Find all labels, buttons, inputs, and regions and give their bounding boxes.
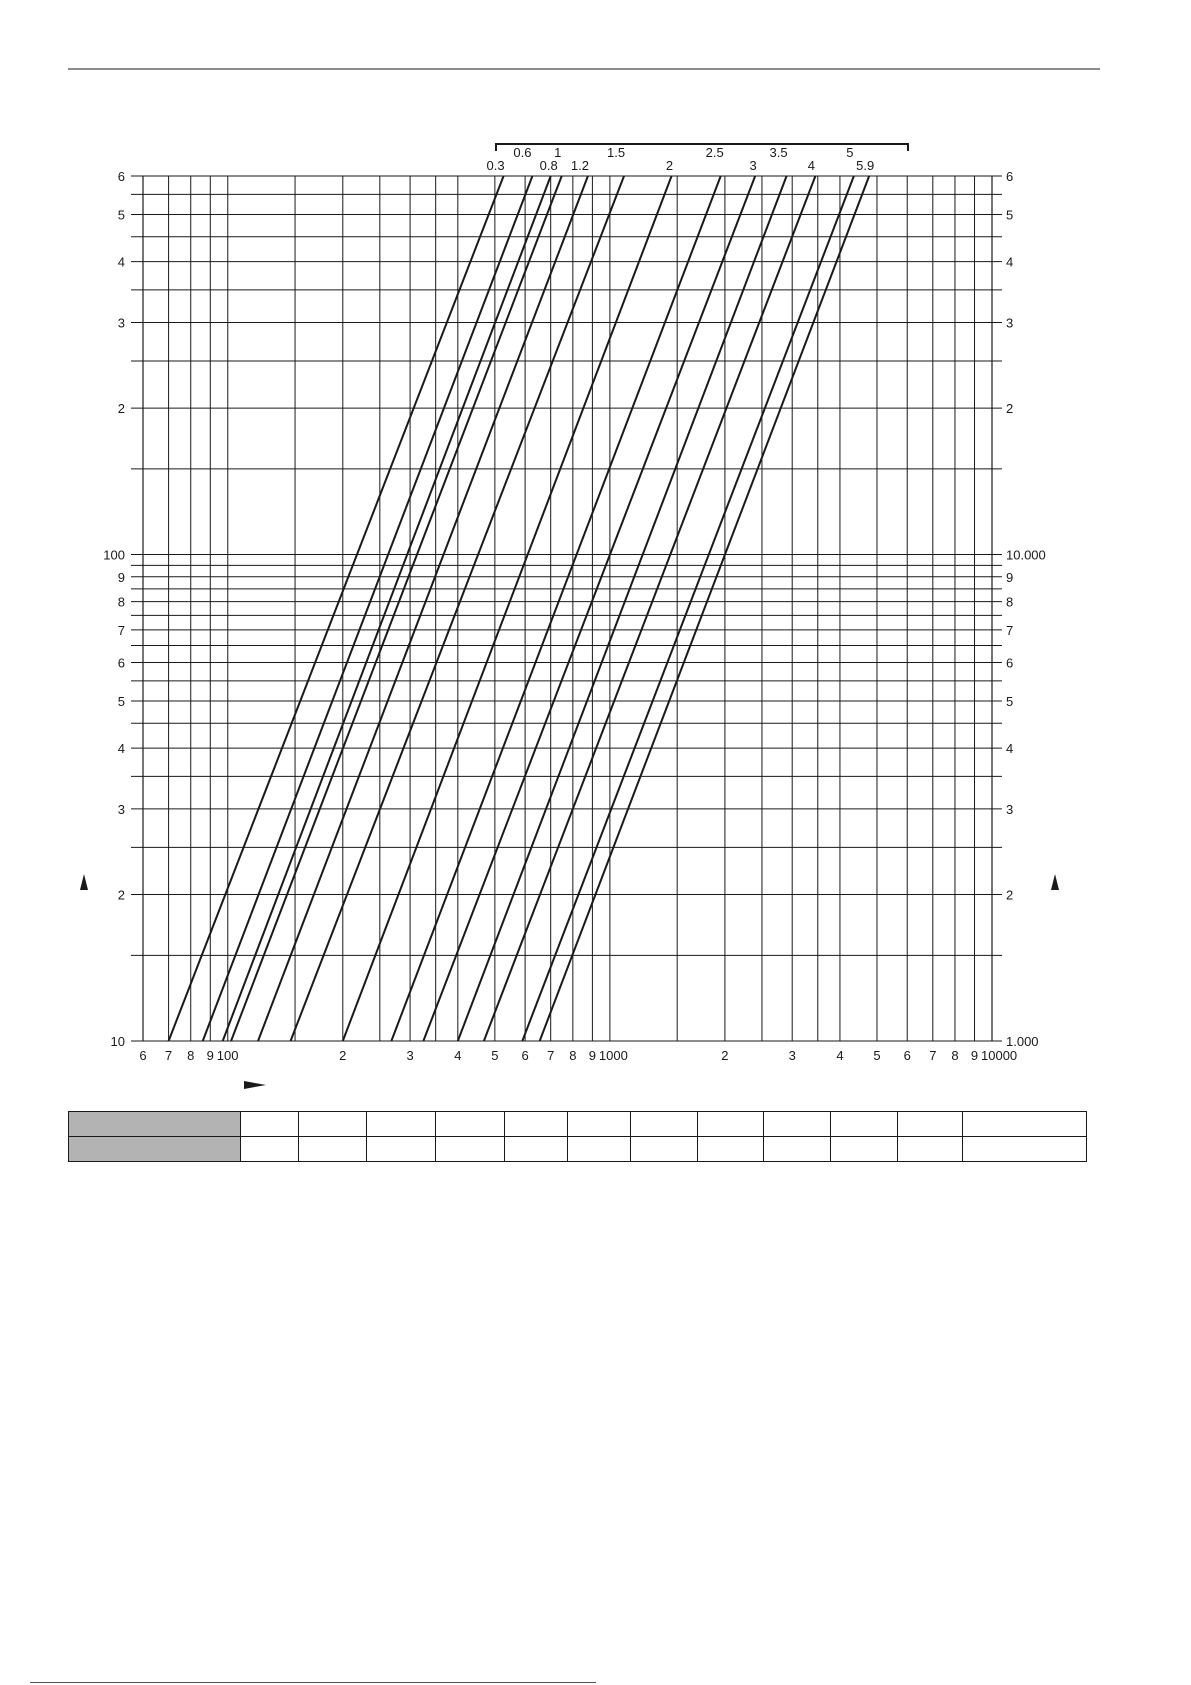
y-tick-label-left: 3: [117, 801, 125, 817]
table-cell: [367, 1137, 436, 1162]
series-label: 5.9: [856, 158, 875, 173]
y-tick-label-right: 4: [1006, 741, 1014, 757]
y-tick-label-left: 4: [117, 254, 125, 270]
y-tick-label-right: 3: [1006, 801, 1014, 817]
table-cell: [897, 1112, 963, 1137]
series-label: 1: [554, 145, 562, 160]
table-row: [69, 1112, 1087, 1137]
y-tick-label-right: 6: [1006, 655, 1014, 671]
x-tick-label: 8: [951, 1048, 959, 1063]
x-axis-arrow-icon: [244, 1081, 266, 1089]
y-tick-labels-right: [1006, 169, 1046, 1049]
x-tick-label: 6: [139, 1048, 147, 1063]
y-tick-label-right: 4: [1006, 254, 1014, 270]
table-cell: [568, 1137, 630, 1162]
series-line: [484, 176, 816, 1041]
table-cell: [241, 1112, 298, 1137]
y-tick-label-left: 10: [110, 1034, 125, 1049]
grid-lines: [131, 176, 1002, 1041]
table-cell: [504, 1137, 567, 1162]
table-header-cell: [69, 1112, 241, 1137]
table-cell: [963, 1137, 1087, 1162]
y-tick-label-left: 3: [117, 315, 125, 331]
y-tick-labels-left: [103, 169, 125, 1049]
y-tick-label-left: 5: [117, 207, 125, 223]
x-tick-label: 9: [206, 1048, 214, 1063]
series-label: 5: [846, 145, 854, 160]
plot-frame: [143, 176, 992, 1041]
y-tick-label-left: 8: [117, 594, 125, 610]
series-label: 1.2: [570, 158, 589, 173]
series-label: 0.6: [513, 145, 532, 160]
y-tick-label-left: 6: [117, 169, 125, 184]
series-label: 0.3: [486, 158, 505, 173]
table-cell: [298, 1137, 367, 1162]
series-label: 3: [749, 158, 757, 173]
y-tick-label-left: 4: [117, 741, 125, 757]
x-tick-label: 4: [454, 1048, 462, 1063]
series-lines: [169, 176, 870, 1041]
series-label: 0.8: [539, 158, 558, 173]
y-tick-label-left: 2: [117, 401, 125, 417]
table-cell: [830, 1137, 897, 1162]
series-labels: [487, 145, 875, 173]
y-tick-label-left: 2: [117, 887, 125, 903]
series-line: [231, 176, 562, 1041]
y-tick-label-right: 7: [1006, 622, 1014, 638]
y-tick-label-left: 7: [117, 622, 125, 638]
x-tick-label: 4: [836, 1048, 844, 1063]
footer-rule: [30, 1682, 596, 1683]
table-cell: [697, 1137, 764, 1162]
table-cell: [367, 1112, 436, 1137]
x-tick-label: 6: [903, 1048, 911, 1063]
table-cell: [963, 1112, 1087, 1137]
y-tick-label-right: 8: [1006, 594, 1014, 610]
x-tick-label: 9: [970, 1048, 979, 1063]
y-tick-label-right: 5: [1006, 207, 1014, 223]
series-line: [169, 176, 504, 1041]
x-tick-labels: [139, 1048, 1017, 1063]
table-cell: [298, 1112, 367, 1137]
table-cell: [241, 1137, 298, 1162]
x-tick-label: 9: [588, 1048, 597, 1063]
y-tick-label-right: 1.000: [1006, 1034, 1039, 1049]
series-line: [291, 176, 624, 1041]
y-tick-label-right: 6: [1006, 169, 1014, 184]
x-tick-label: 8: [569, 1048, 577, 1063]
y-tick-label-right: 2: [1006, 887, 1014, 903]
x-tick-label: 6: [521, 1048, 529, 1063]
x-tick-label: 8: [187, 1048, 195, 1063]
x-tick-label: 2: [339, 1048, 347, 1063]
table-cell: [504, 1112, 567, 1137]
series-label: 2.5: [705, 145, 724, 160]
table-cell: [436, 1137, 505, 1162]
table-cell: [630, 1112, 697, 1137]
y-axis-arrow-right-icon: [1051, 874, 1059, 890]
x-tick-label: 5: [873, 1048, 881, 1063]
y-tick-label-left: 6: [117, 655, 125, 671]
table-cell: [630, 1137, 697, 1162]
y-tick-label-right: 2: [1006, 401, 1014, 417]
y-tick-label-right: 9: [1006, 569, 1014, 585]
series-line: [203, 176, 533, 1041]
series-label: 1.5: [606, 145, 626, 160]
series-label: 4: [807, 158, 816, 173]
x-tick-label: 2: [721, 1048, 729, 1063]
series-label: 3.5: [769, 145, 788, 160]
y-tick-label-left: 5: [117, 693, 125, 709]
x-tick-label: 5: [491, 1048, 499, 1063]
y-axis-arrow-left-icon: [80, 874, 88, 890]
table-row: [69, 1137, 1087, 1162]
x-tick-label: 7: [547, 1048, 555, 1063]
y-tick-label-right: 10.000: [1006, 547, 1046, 563]
series-label: 2: [665, 158, 674, 173]
table-cell: [436, 1112, 505, 1137]
x-tick-label: 3: [406, 1048, 414, 1063]
x-tick-label: 7: [929, 1048, 937, 1063]
data-table: [68, 1111, 1087, 1162]
x-tick-label: 100: [216, 1048, 239, 1063]
series-line: [391, 176, 720, 1041]
y-tick-label-right: 5: [1006, 693, 1014, 709]
series-line: [258, 176, 588, 1041]
x-tick-label: 3: [788, 1048, 796, 1063]
table-cell: [764, 1137, 831, 1162]
y-tick-label-left: 100: [103, 547, 125, 563]
table-cell: [697, 1112, 764, 1137]
x-tick-label: 10000: [981, 1048, 1018, 1063]
table-cell: [764, 1112, 831, 1137]
y-tick-label-left: 9: [117, 569, 125, 585]
table-cell: [830, 1112, 897, 1137]
x-tick-label: 1000: [598, 1048, 628, 1063]
table-header-cell: [69, 1137, 241, 1162]
x-tick-label: 7: [164, 1048, 173, 1063]
table-cell: [897, 1137, 963, 1162]
series-line: [522, 176, 854, 1041]
table-cell: [568, 1112, 630, 1137]
series-line: [223, 176, 551, 1041]
y-tick-label-right: 3: [1006, 315, 1014, 331]
